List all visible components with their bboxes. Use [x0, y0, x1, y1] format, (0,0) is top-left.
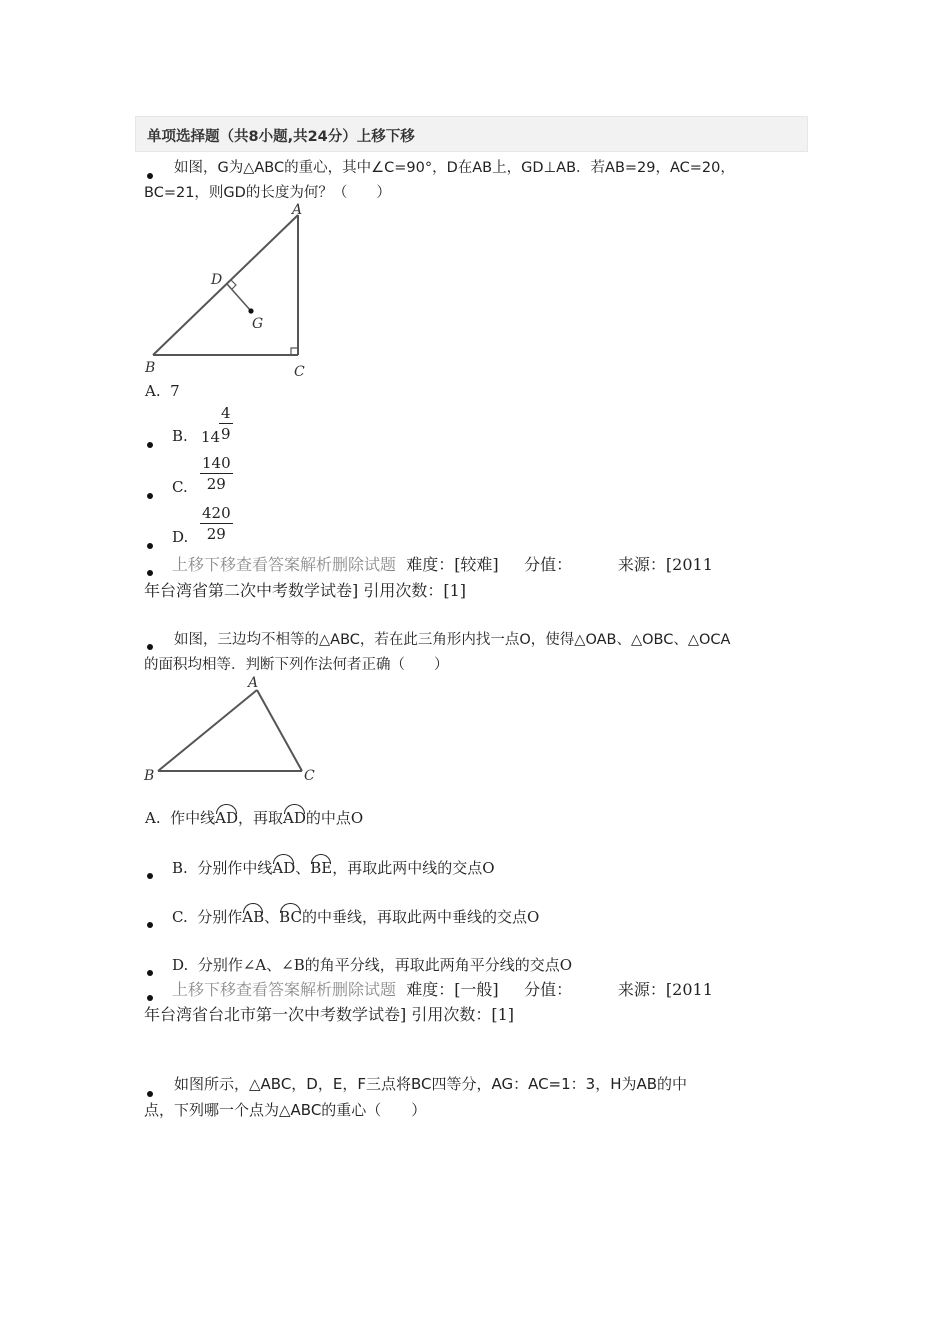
q1-triangle-figure	[140, 200, 320, 380]
q1-right-angle-d	[231, 280, 236, 289]
q2-option-d-text: 分别作∠A、∠B的角平分线，再取此两角平分线的交点O	[197, 956, 573, 974]
q1-side-ab	[153, 215, 298, 355]
q2-meta-line2	[144, 1002, 514, 1028]
q2-text-line1: 如图，三边均不相等的△ABC，若在此三角形内找一点O，使得△OAB、△OBC、△OCA	[174, 632, 731, 648]
q1-point-g	[248, 308, 253, 313]
section-move-link[interactable]: 上移下移	[356, 129, 415, 145]
q1-score: 分值：	[524, 555, 573, 574]
q2-option-b[interactable]	[172, 857, 495, 878]
q1-source-end: 年台湾省第二次中考数学试卷]	[144, 581, 359, 600]
q2-option-a-text3: 的中点O	[305, 809, 364, 827]
q1-segment-gd	[227, 284, 251, 311]
q1-actions-link[interactable]: 上移下移查看答案解析删除试题	[172, 555, 397, 574]
q1-text-line1: 如图，G为△ABC的重心，其中∠C=90°，D在AB上，GD⊥AB．若AB=29，AC=20，	[174, 160, 735, 176]
q1-source-start: 来源：[2011	[617, 555, 713, 574]
q2-option-a-text2: ，再取	[238, 809, 284, 827]
q2-option-b-arc1: AD	[272, 859, 296, 877]
q2-option-c-text1: 分别作	[197, 908, 243, 926]
q2-option-b-text1: 分别作中线	[197, 859, 273, 877]
q1-meta-line2	[144, 578, 466, 604]
q2-score: 分值：	[524, 980, 573, 999]
q2-option-a[interactable]	[145, 807, 363, 828]
section-title: 单项选择题（共8小题,共24分）	[147, 129, 357, 145]
q1-option-b-bullet	[147, 435, 153, 453]
q2-option-c-sep: 、	[264, 908, 280, 926]
q2-option-b-bullet	[147, 866, 153, 884]
q2-side-ab	[158, 690, 257, 771]
q1-cite-count: 引用次数：[1]	[363, 581, 467, 600]
q3-text-line1: 如图所示，△ABC，D，E，F三点将BC四等分，AG：AC=1：3，H为AB的中	[174, 1075, 688, 1093]
q2-option-b-prefix: B.	[172, 859, 188, 877]
q2-triangle-figure	[140, 670, 330, 788]
q2-option-c-text2: 的中垂线，再取此两中垂线的交点O	[301, 908, 540, 926]
q2-option-a-text1: 作中线	[170, 809, 216, 827]
q2-label-c: C	[304, 768, 315, 784]
q1-label-g: G	[252, 316, 264, 332]
q1-option-d-prefix: D.	[172, 528, 189, 546]
section-header	[147, 125, 415, 146]
q1-option-a[interactable]	[145, 382, 180, 400]
q1-option-d-bullet	[147, 536, 153, 554]
q1-option-c-numerator: 140	[202, 454, 231, 472]
q1-text-line2: BC=21，则GD的长度为何？（ ）	[144, 185, 391, 201]
q1-option-d-numerator: 420	[202, 504, 231, 522]
q2-option-b-sep: 、	[295, 859, 311, 877]
q2-option-a-arc1: AD	[215, 809, 239, 827]
q1-option-b-whole: 14	[201, 428, 221, 446]
q3-text-line2: 点，下列哪一个点为△ABC的重心（ ）	[144, 1101, 427, 1119]
q2-side-ac	[257, 690, 302, 771]
q2-difficulty: 难度：[一般]	[406, 980, 499, 999]
q1-option-d-denominator: 29	[206, 525, 226, 543]
q1-label-b: B	[145, 360, 156, 376]
q1-option-c-prefix: C.	[172, 478, 188, 496]
q2-meta-line1	[172, 977, 812, 1003]
q2-option-d-bullet	[147, 963, 153, 981]
q1-option-b-denominator: 9	[221, 425, 231, 443]
q2-source-end: 年台湾省台北市第一次中考数学试卷]	[144, 1005, 407, 1024]
q2-option-c-arc2: BC	[279, 908, 302, 926]
q1-option-d-fraction[interactable]	[200, 503, 233, 544]
q2-option-b-text2: ，再取此两中线的交点O	[332, 859, 495, 877]
q2-option-a-prefix: A.	[145, 809, 161, 827]
q1-option-b-prefix: B.	[172, 427, 188, 445]
q2-actions-link[interactable]: 上移下移查看答案解析删除试题	[172, 980, 397, 999]
q1-option-b-numerator: 4	[221, 404, 231, 422]
q2-option-c-prefix: C.	[172, 908, 188, 926]
q2-option-d[interactable]	[172, 954, 572, 975]
q2-source-start: 来源：[2011	[617, 980, 713, 999]
q1-difficulty: 难度：[较难]	[406, 555, 499, 574]
q2-option-c-arc1: AB	[242, 908, 265, 926]
q2-option-d-prefix: D.	[172, 956, 189, 974]
q2-option-c[interactable]	[172, 906, 539, 927]
q2-cite-count: 引用次数：[1]	[411, 1005, 515, 1024]
q1-option-c-denominator: 29	[206, 475, 226, 493]
q2-option-a-arc2: AD	[283, 809, 306, 827]
q1-option-a-prefix: A.	[145, 382, 161, 400]
q2-text-line2: 的面积均相等．判断下列作法何者正确（ ）	[144, 657, 449, 673]
q1-meta-line1	[172, 552, 812, 578]
q1-label-d: D	[211, 272, 223, 288]
q1-right-angle-c	[291, 348, 298, 355]
q1-option-b-fraction[interactable]	[219, 403, 233, 444]
q1-option-a-value: 7	[170, 382, 180, 400]
q1-label-c: C	[294, 364, 305, 380]
q2-label-a: A	[248, 675, 259, 691]
q1-option-c-bullet	[147, 486, 153, 504]
q2-label-b: B	[144, 768, 155, 784]
q2-option-c-bullet	[147, 915, 153, 933]
q2-option-b-arc2: BE	[310, 859, 333, 877]
q1-label-a: A	[292, 202, 303, 218]
q1-option-c-fraction[interactable]	[200, 453, 233, 494]
